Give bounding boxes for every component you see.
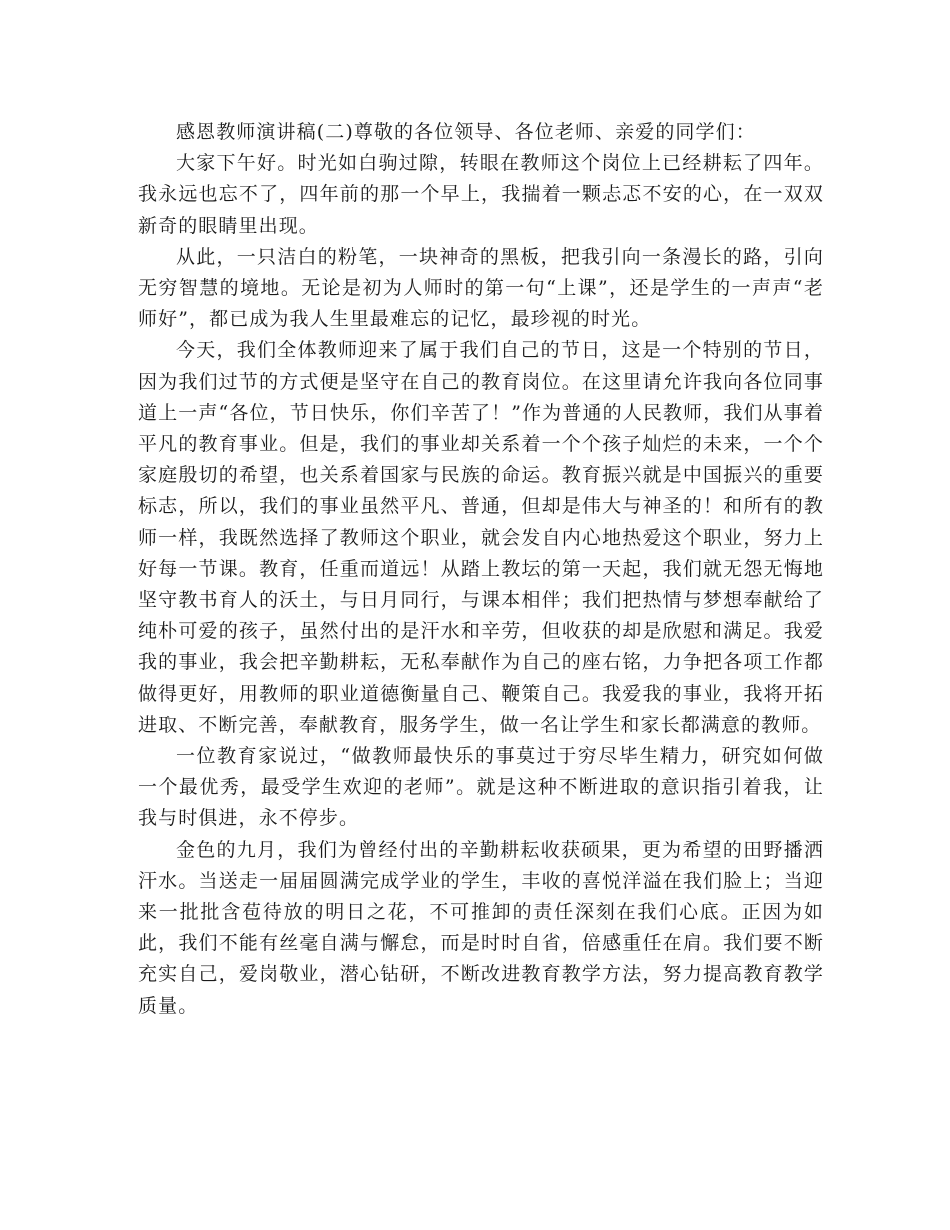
paragraph-golden-september: 金色的九月，我们为曾经付出的辛勤耕耘收获硕果，更为希望的田野播洒汗水。当送走一届届圆满完成学业的学生，丰收的喜悦洋溢在我们脸上；当迎来一批批含苞待放的明日之花，不可推卸的责任深刻在我们心底。正因为如此，我们不能有丝毫自满与懈怠，而是时时自省，倍感重任在肩。我们要不断充实自己，爱岗敬业，潜心钻研，不断改进教育教学方法，努力提高教育教学质量。 [138, 838, 824, 1017]
paragraph-teachers-day: 今天，我们全体教师迎来了属于我们自己的节日，这是一个特别的节日，因为我们过节的方式便是坚守在自己的教育岗位。在这里请允许我向各位同事道上一声“各位，节日快乐，你们辛苦了！”作为普通的人民教师，我们从事着平凡的教育事业。但是，我们的事业却关系着一个个孩子灿烂的未来，一个个家庭殷切的希望，也关系着国家与民族的命运。教育振兴就是中国振兴的重要标志，所以，我们的事业虽然平凡、普通，但却是伟大与神圣的！和所有的教师一样，我既然选择了教师这个职业，就会发自内心地热爱这个职业，努力上好每一节课。教育，任重而道远！从踏上教坛的第一天起，我们就无怨无悔地坚守教书育人的沃土，与日月同行，与课本相伴；我们把热情与梦想奉献给了纯朴可爱的孩子，虽然付出的是汗水和辛劳，但收获的却是欣慰和满足。我爱我的事业，我会把辛勤耕耘，无私奉献作为自己的座右铭，力争把各项工作都做得更好，用教师的职业道德衡量自己、鞭策自己。我爱我的事业，我将开拓进取、不断完善，奉献教育，服务学生，做一名让学生和家长都满意的教师。 [138, 339, 824, 736]
paragraph-educator-quote: 一位教育家说过，“做教师最快乐的事莫过于穷尽毕生精力，研究如何做一个最优秀，最受学生欢迎的老师”。就是这种不断进取的意识指引着我，让我与时俱进，永不停步。 [138, 745, 824, 830]
document-body [138, 117, 824, 1022]
paragraph-chalk-blackboard: 从此，一只洁白的粉笔，一块神奇的黑板，把我引向一条漫长的路，引向无穷智慧的境地。无论是初为人师时的第一句“上课”，还是学生的一声声“老师好”，都已成为我人生里最难忘的记忆，最珍视的时光。 [138, 245, 824, 331]
paragraph-title: 感恩教师演讲稿(二)尊敬的各位领导、各位老师、亲爱的同学们： [176, 121, 756, 143]
paragraph-greeting: 大家下午好。时光如白驹过隙，转眼在教师这个岗位上已经耕耘了四年。我永远也忘不了，四年前的那一个早上，我揣着一颗忐忑不安的心，在一双双新奇的眼睛里出现。 [138, 152, 824, 237]
